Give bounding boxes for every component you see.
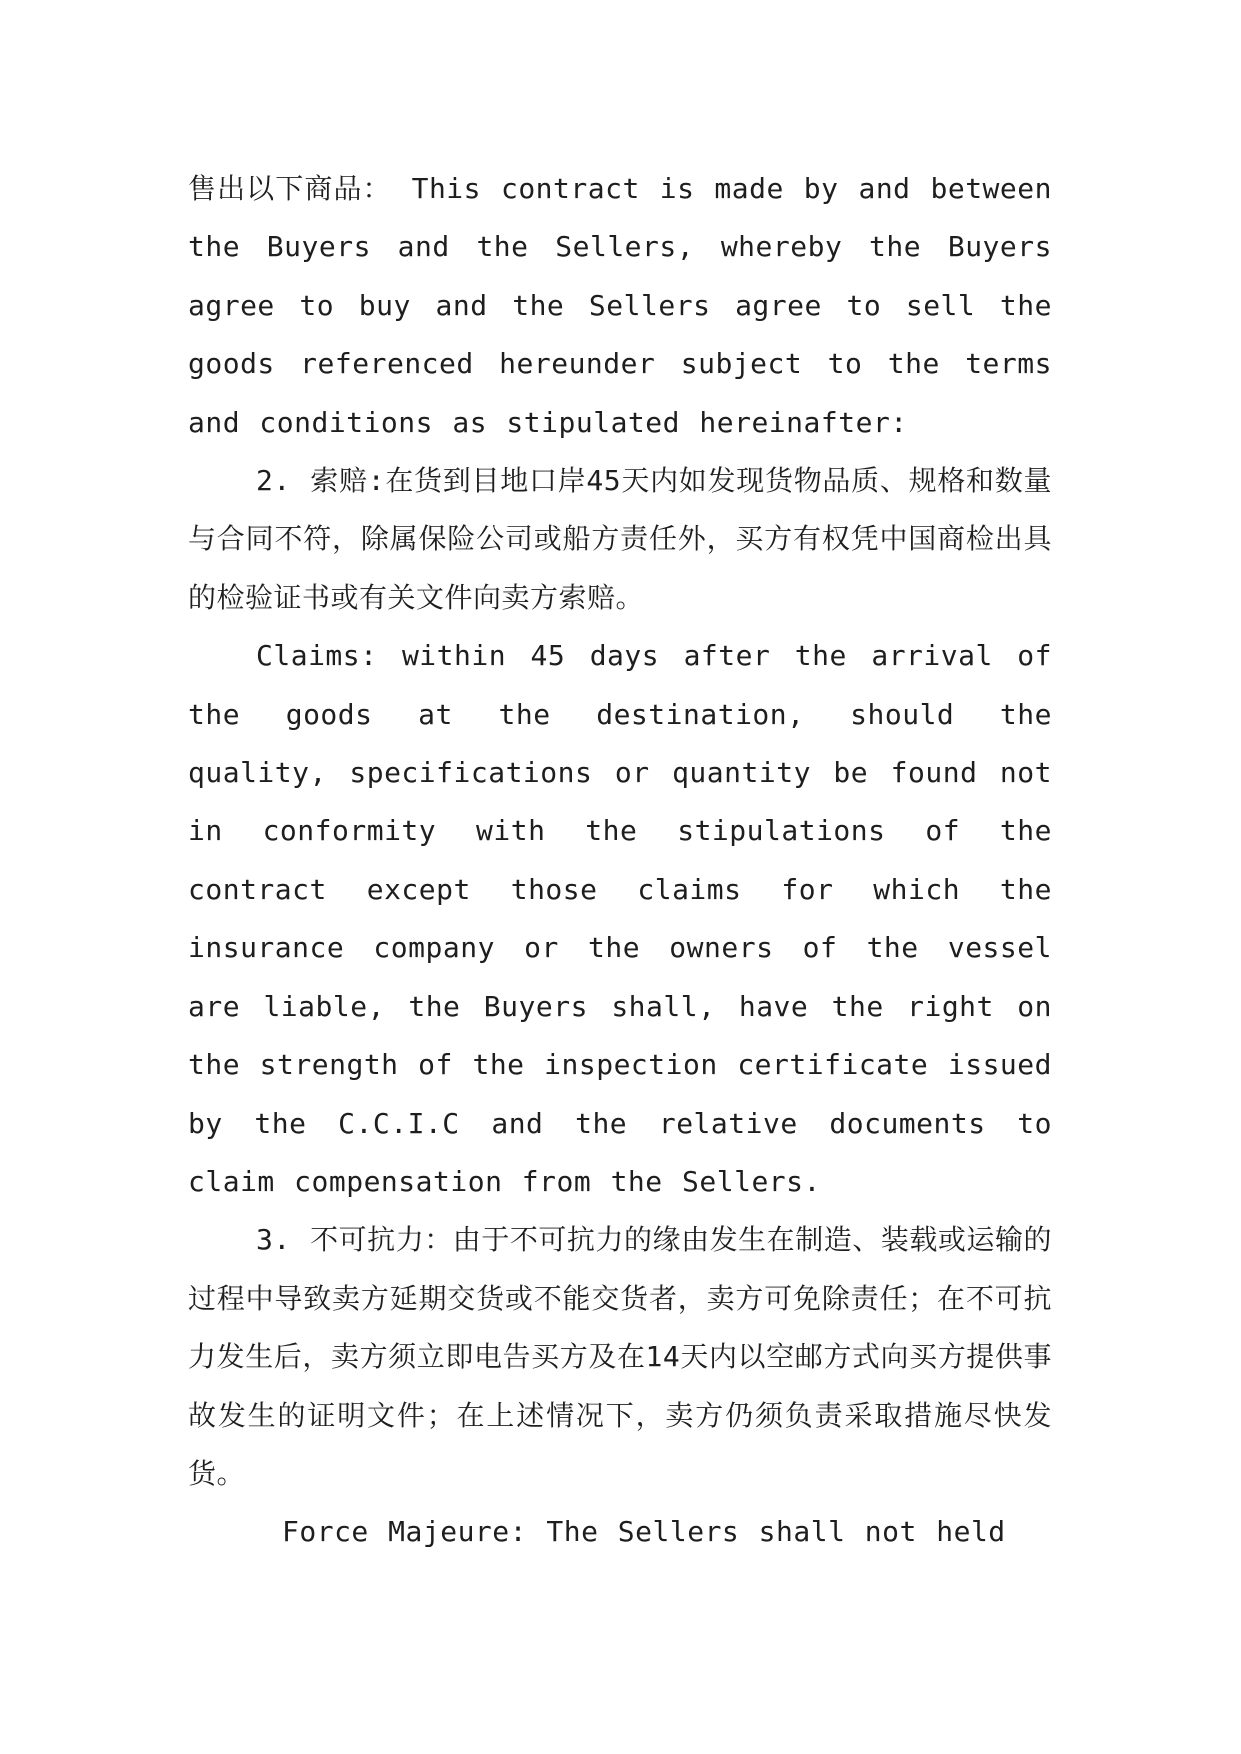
paragraph-clause-2-english: Claims: within 45 days after the arrival of the goods at the destination, should the quality, specifications or quantity be found not in conformity with the stipulations of the contract except those claims for which the insurance company or the owners of the vessel are liable, the Buyers shall, have the right on the strength of the inspection certificate issued by the C.C.I.C and the relative documents to claim compensation from the Sellers. [188, 639, 1052, 1198]
paragraph-clause-3-chinese: 3. 不可抗力：由于不可抗力的缘由发生在制造、装载或运输的过程中导致卖方延期交货或不能交货者，卖方可免除责任；在不可抗力发生后，卖方须立即电告买方及在14天内以空邮方式向买方提供事故发生的证明文件；在上述情况下，卖方仍须负责采取措施尽快发货。 [188, 1223, 1052, 1490]
paragraph-intro: 售出以下商品： This contract is made by and between the Buyers and the Sellers, whereby the Buyers agree to buy and the Sellers agree to sell the goods referenced hereunder subject to the terms and conditions as stipulated hereinafter: [188, 172, 1052, 439]
paragraph-clause-3-english: Force Majeure: The Sellers shall not held [282, 1515, 1006, 1549]
document-body [188, 160, 1052, 1562]
paragraph-clause-2-chinese: 2. 索赔:在货到目地口岸45天内如发现货物品质、规格和数量与合同不符，除属保险公司或船方责任外，买方有权凭中国商检出具的检验证书或有关文件向卖方索赔。 [188, 464, 1052, 614]
